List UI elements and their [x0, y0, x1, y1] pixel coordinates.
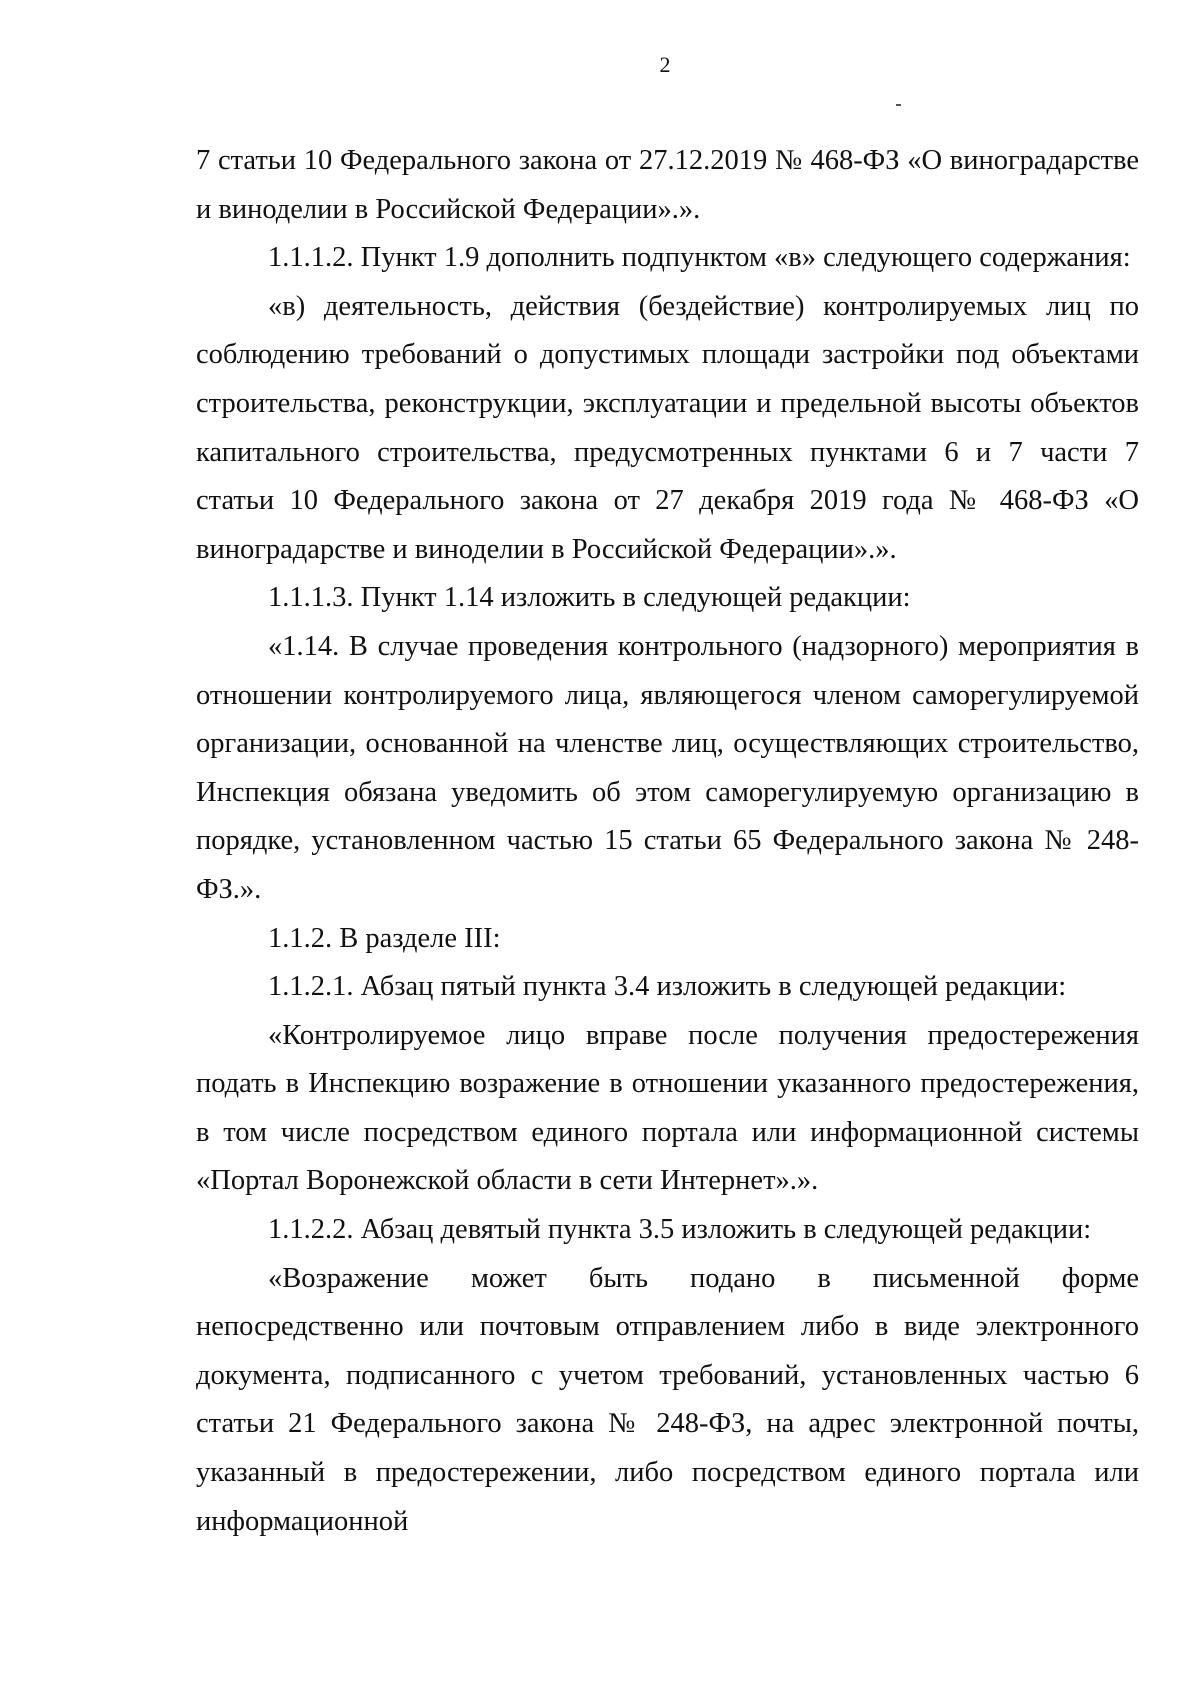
- paragraph-item-1-1-1-3: 1.1.1.3. Пункт 1.14 изложить в следующей редакции:: [268, 582, 911, 614]
- scan-artifact: [896, 104, 901, 106]
- paragraph-objection-form: «Возражение может быть подано в письменной форме непосредственно или почтовым отправлением либо в виде электронного документа, подписанного с учетом требований, установленных частью 6 статьи 21 Федерального закона № 248-ФЗ, на адрес электронной почты, указанный в предостережении, либо посредством единого портала или информационной: [196, 1262, 1139, 1537]
- paragraph-item-1-1-2: 1.1.2. В разделе III:: [268, 922, 501, 954]
- paragraph-objection-right: «Контролируемое лицо вправе после получения предостережения подать в Инспекцию возражение в отношении указанного предостережения, в том числе посредством единого портала или информационной системы «Портал Воронежской области в сети Интернет».».: [196, 1019, 1139, 1197]
- page-number: 2: [659, 52, 671, 77]
- paragraph-continuation: 7 статьи 10 Федерального закона от 27.12.2019 № 468-ФЗ «О виноградарстве и виноделии в Российской Федерации».».: [196, 145, 1139, 225]
- paragraph-subitem-v: «в) деятельность, действия (бездействие) контролируемых лиц по соблюдению требований о допустимых площади застройки под объектами строительства, реконструкции, эксплуатации и предельной высоты объектов капитального строительства, предусмотренных пунктами 6 и 7 части 7 статьи 10 Федерального закона от 27 декабря 2019 года № 468-ФЗ «О виноградарстве и виноделии в Российской Федерации».».: [196, 290, 1139, 565]
- document-body: [196, 137, 1139, 1546]
- paragraph-item-1-1-1-2: 1.1.1.2. Пункт 1.9 дополнить подпунктом «в» следующего содержания:: [268, 242, 1131, 274]
- paragraph-item-1-14: «1.14. В случае проведения контрольного (надзорного) мероприятия в отношении контролируемого лица, являющегося членом саморегулируемой организации, основанной на членстве лиц, осуществляющих строительство, Инспекция обязана уведомить об этом саморегулируемую организацию в порядке, установленном частью 15 статьи 65 Федерального закона № 248-ФЗ.».: [196, 630, 1139, 905]
- paragraph-item-1-1-2-2: 1.1.2.2. Абзац девятый пункта 3.5 изложить в следующей редакции:: [268, 1214, 1092, 1246]
- paragraph-item-1-1-2-1: 1.1.2.1. Абзац пятый пункта 3.4 изложить в следующей редакции:: [268, 971, 1067, 1003]
